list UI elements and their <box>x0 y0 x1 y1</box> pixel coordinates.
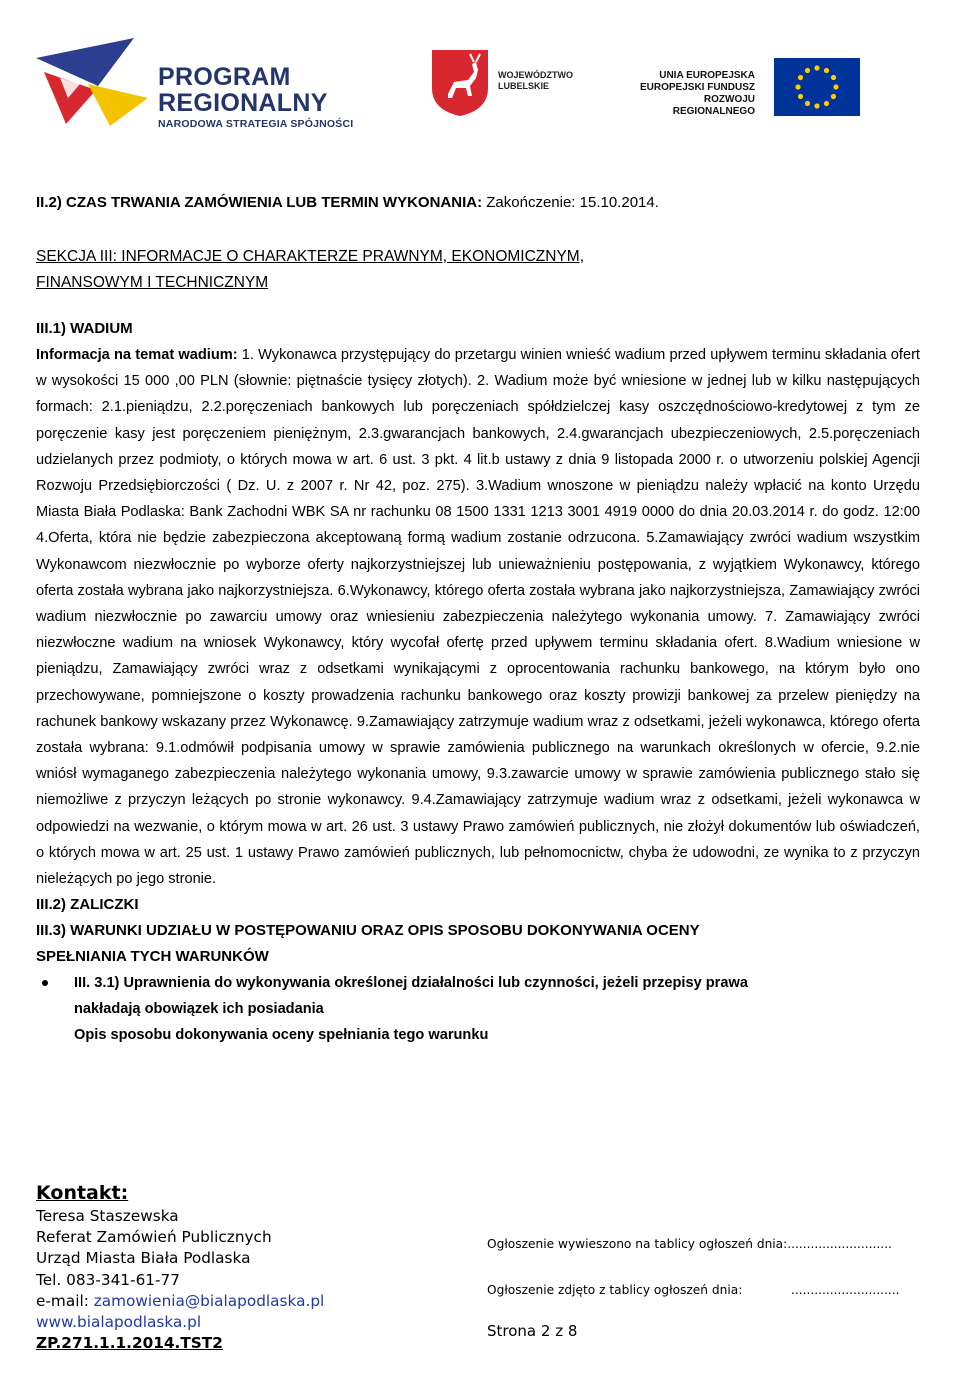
eu-flag-icon <box>774 58 860 116</box>
warunki-heading-line1: III.3) WARUNKI UDZIAŁU W POSTĘPOWANIU ORAZ OPIS SPOSOBU DOKONYWANIA OCENY <box>36 922 700 940</box>
wadium-label: Informacja na temat wadium: <box>36 347 238 363</box>
contact-office: Urząd Miasta Biała Podlaska <box>36 1249 251 1268</box>
notice-posted <box>487 1236 892 1252</box>
lubelskie-logo <box>430 48 590 118</box>
page-header <box>0 0 960 140</box>
bullet-icon <box>42 980 48 986</box>
section-ii2-label: II.2) CZAS TRWANIA ZAMÓWIENIA LUB TERMIN WYKONANIA: <box>36 194 483 211</box>
contact-email-link[interactable]: zamowienia@bialapodlaska.pl <box>93 1291 325 1310</box>
contact-title: Kontakt: <box>36 1182 129 1204</box>
lubelskie-deer-coat-of-arms-icon <box>430 48 490 118</box>
section-iii-title-line2: FINANSOWYM I TECHNICZNYM <box>36 274 269 291</box>
program-logo-subtitle: NARODOWA STRATEGIA SPÓJNOŚCI <box>158 118 354 130</box>
contact-website-link[interactable]: www.bialapodlaska.pl <box>36 1313 202 1332</box>
warunki-heading-line2: SPEŁNIANIA TYCH WARUNKÓW <box>36 948 269 966</box>
eu-logo-text: UNIA EUROPEJSKA EUROPEJSKI FUNDUSZ ROZWOJU REGIONALNEGO <box>639 70 755 117</box>
program-regionalny-arrows-icon <box>36 38 151 126</box>
contact-department: Referat Zamówień Publicznych <box>36 1228 272 1247</box>
program-logo-title: PROGRAM REGIONALNY <box>158 63 328 117</box>
notice-posted-label: Ogłoszenie wywieszono na tablicy ogłoszeń dnia: <box>487 1237 788 1251</box>
wadium-text: 1. Wykonawca przystępujący do przetargu winien wnieść wadium przed upływem terminu składania ofert w wysokości 15 000 ,00 PLN (słownie: piętnaście tysięcy złotych). 2. Wadium może być wniesione w jednej lub w kilku następujących formach: 2.1.pieniądzu, 2.2.poręczeniach bankowych lub poręczeniach spółdzielczej kasy oszczędnościowo-kredytowej z tym ze poręczenie kasy jest poręczeniem pieniężnym, 2.3.gwarancjach bankowych, 2.4.gwarancjach ubezpieczeniowych, 2.5.poręczeniach udzielanych przez podmioty, o których mowa w art. 6 ust. 3 pkt. 4 lit.b ustawy z dnia 9 listopada 2000 r. o utworzeniu polskiej Agencji Rozwoju Przedsiębiorczości ( Dz. U. z 2007 r. Nr 42, poz. 275). 3.Wadium wnoszone w pieniądzu należy wpłacić na konto Urzędu Miasta Biała Podlaska: Bank Zachodni WBK SA nr rachunku 08 1500 1331 1213 3001 4919 0000 do dnia 20.03.2014 r. do godz. 12:00 4.Oferta, która nie będzie zabezpieczona akceptowaną formą wadium zostanie odrzucona. 5.Zamawiający zwróci wadium wszystkim Wykonawcom niezwłocznie po wyborze oferty najkorzystniejszej lub unieważnieniu postępowania, z wyjątkiem Wykonawcy, którego oferta została wybrana jako najkorzystniejsza. 6.Wykonawcy, którego oferta została wybrana jako najkorzystniejsza, Zamawiający zwróci wadium niezwłocznie po zawarciu umowy oraz wniesieniu zabezpieczenia należytego wykonania umowy. 7. Zamawiający zwróci niezwłoczne wadium na wniosek Wykonawcy, który wycofał ofertę przed upływem terminu składania ofert. 8.Wadium wniesione w pieniądzu, Zamawiający zwróci wraz z odsetkami wynikającymi z oprocentowania rachunku bankowego, na którym było ono przechowywane, pomniejszone o koszty prowadzenia rachunku bankowego oraz koszty prowizji bankowej za przelew pieniędzy na rachunek bankowy wskazany przez Wykonawcę. 9.Zamawiający zatrzymuje wadium wraz z odsetkami, jeżeli wykonawca, którego oferta została wybrana: 9.1.odmówił podpisania umowy w sprawie zamówienia publicznego na warunkach określonych w ofercie, 9.2.nie wniósł wymaganego zabezpieczenia należytego wykonania umowy, 9.3.zawarcie umowy w sprawie zamówienia publicznego stało się niemożliwe z przyczyn leżących po stronie wykonawcy. 9.4.Zamawiający zatrzymuje wadium wraz z odsetkami, jeżeli wykonawca w odpowiedzi na wezwanie, o którym mowa w art. 26 ust. 3 ustawy Prawo zamówień publicznych, nie złożył dokumentów lub oświadczeń, o których mowa w art. 25 ust. 1 ustawy Prawo zamówień publicznych, lub pełnomocnictw, chyba że udowodni, ze wynika to z przyczyn nieleżących po jego stronie. <box>36 347 920 888</box>
contact-website-row <box>36 1312 456 1333</box>
notice-posted-value: ........................... <box>787 1237 892 1251</box>
document-body <box>36 190 920 1048</box>
section-iii-title-line1: SEKCJA III: INFORMACJE O CHARAKTERZE PRAWNYM, EKONOMICZNYM, <box>36 248 585 265</box>
section-iii-title <box>36 244 920 296</box>
list-item <box>36 970 920 1048</box>
notice-removed-value: ............................ <box>791 1283 900 1297</box>
wadium-paragraph <box>36 342 920 892</box>
page-number: Strona 2 z 8 <box>487 1322 578 1340</box>
lubelskie-logo-text: WOJEWÓDZTWO LUBELSKIE <box>498 70 573 91</box>
notice-removed-label: Ogłoszenie zdjęto z tablicy ogłoszeń dnia: <box>487 1283 743 1297</box>
contact-phone: Tel. 083-341-61-77 <box>36 1270 181 1289</box>
bullet-line1: III. 3.1) Uprawnienia do wykonywania określonej działalności lub czynności, jeżeli przepisy prawa <box>74 975 748 992</box>
bullet-line3: Opis sposobu dokonywania oceny spełniania tego warunku <box>74 1027 489 1044</box>
eu-logo <box>610 58 860 118</box>
contact-email-label: e-mail: <box>36 1291 94 1310</box>
wadium-heading: III.1) WADIUM <box>36 320 133 337</box>
notice-removed <box>487 1282 900 1298</box>
zaliczki-heading: III.2) ZALICZKI <box>36 896 139 914</box>
contact-email-row <box>36 1291 456 1312</box>
program-regionalny-logo <box>36 38 386 128</box>
section-ii2 <box>36 190 920 216</box>
warunki-heading <box>36 918 920 970</box>
section-ii2-value: Zakończenie: 15.10.2014. <box>482 194 659 211</box>
bullet-line2: nakładają obowiązek ich posiadania <box>74 1001 324 1018</box>
contact-reference-code: ZP.271.1.1.2014.TST2 <box>36 1334 223 1353</box>
contact-name: Teresa Staszewska <box>36 1207 179 1225</box>
contact-block <box>36 1180 456 1354</box>
